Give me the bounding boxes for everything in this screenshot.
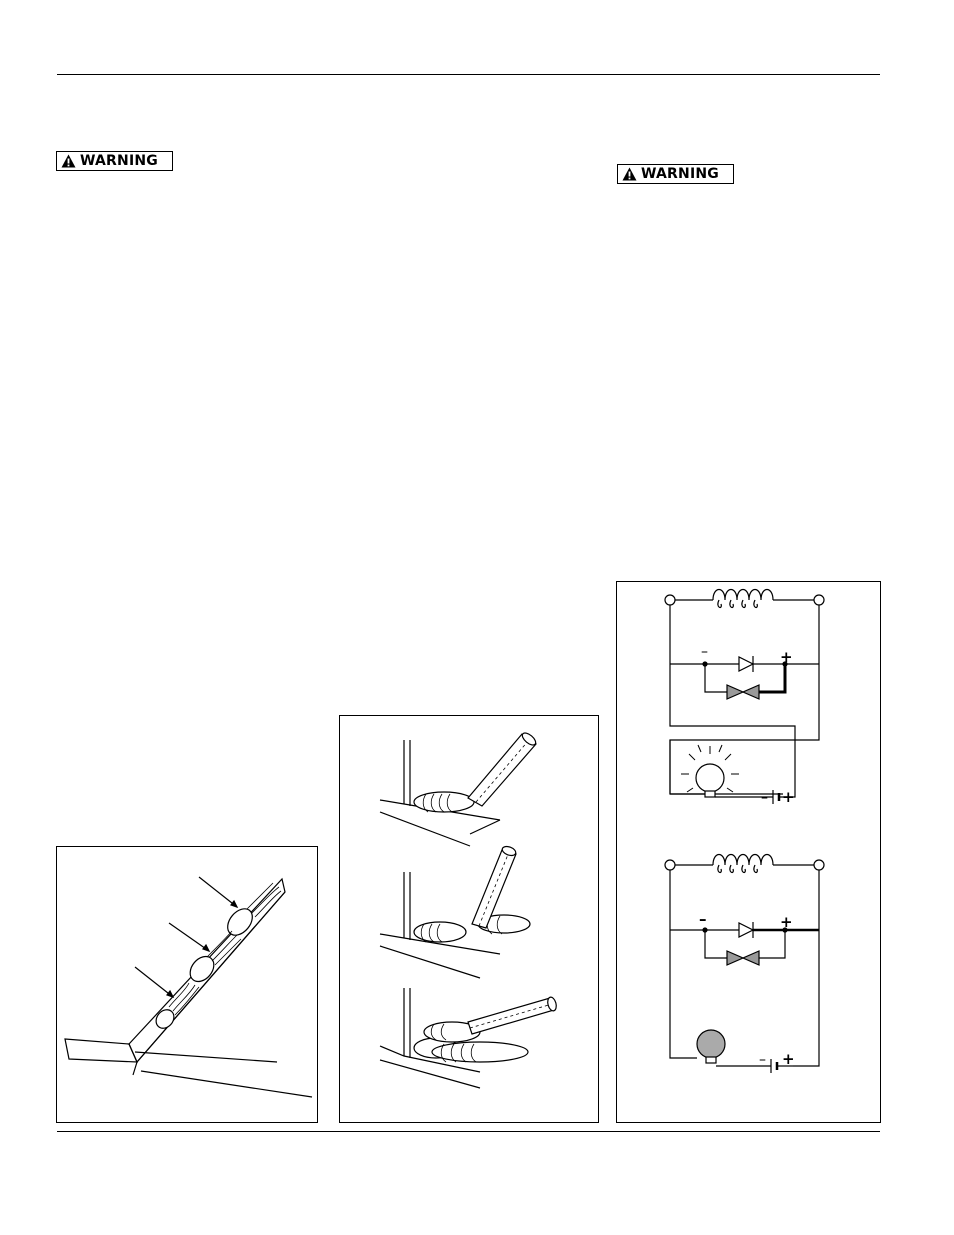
electrode-positions-illustration: [340, 716, 598, 1122]
minus-label: –: [699, 910, 707, 928]
lamp-unlit-icon: [697, 1030, 725, 1058]
electrode-positions-figure: [339, 715, 599, 1123]
electrode-position-2: [380, 845, 530, 978]
coil-icon: [713, 590, 773, 601]
diode-test-circuit-good: [665, 590, 824, 807]
plus-label: +: [780, 648, 793, 666]
warning-label-right: [617, 164, 734, 184]
electrode-position-3: [380, 988, 558, 1088]
diode-test-figure: [616, 581, 881, 1123]
footer-rule: [57, 1131, 880, 1132]
battery-minus-label: –: [759, 1052, 766, 1068]
warning-label-left: [56, 151, 173, 171]
electrode-position-1: [380, 731, 538, 846]
diode-test-circuit-diagram: [617, 582, 880, 1122]
plus-label: +: [780, 913, 793, 931]
battery-plus-label: +: [782, 1050, 795, 1068]
coil-icon: [713, 855, 773, 866]
header-rule: [57, 74, 880, 75]
diode-test-circuit-bad: [665, 855, 824, 1074]
warning-text: WARNING: [80, 153, 158, 169]
lamp-lit-icon: [696, 764, 724, 792]
warning-triangle-icon: [622, 167, 637, 181]
warning-triangle-icon: [61, 154, 76, 168]
warning-text: WARNING: [641, 166, 719, 182]
weld-bead-illustration: [57, 847, 317, 1122]
battery-minus-label: –: [761, 790, 768, 806]
battery-plus-label: +: [782, 788, 795, 806]
weld-bead-figure: [56, 846, 318, 1123]
minus-label: –: [701, 644, 708, 660]
